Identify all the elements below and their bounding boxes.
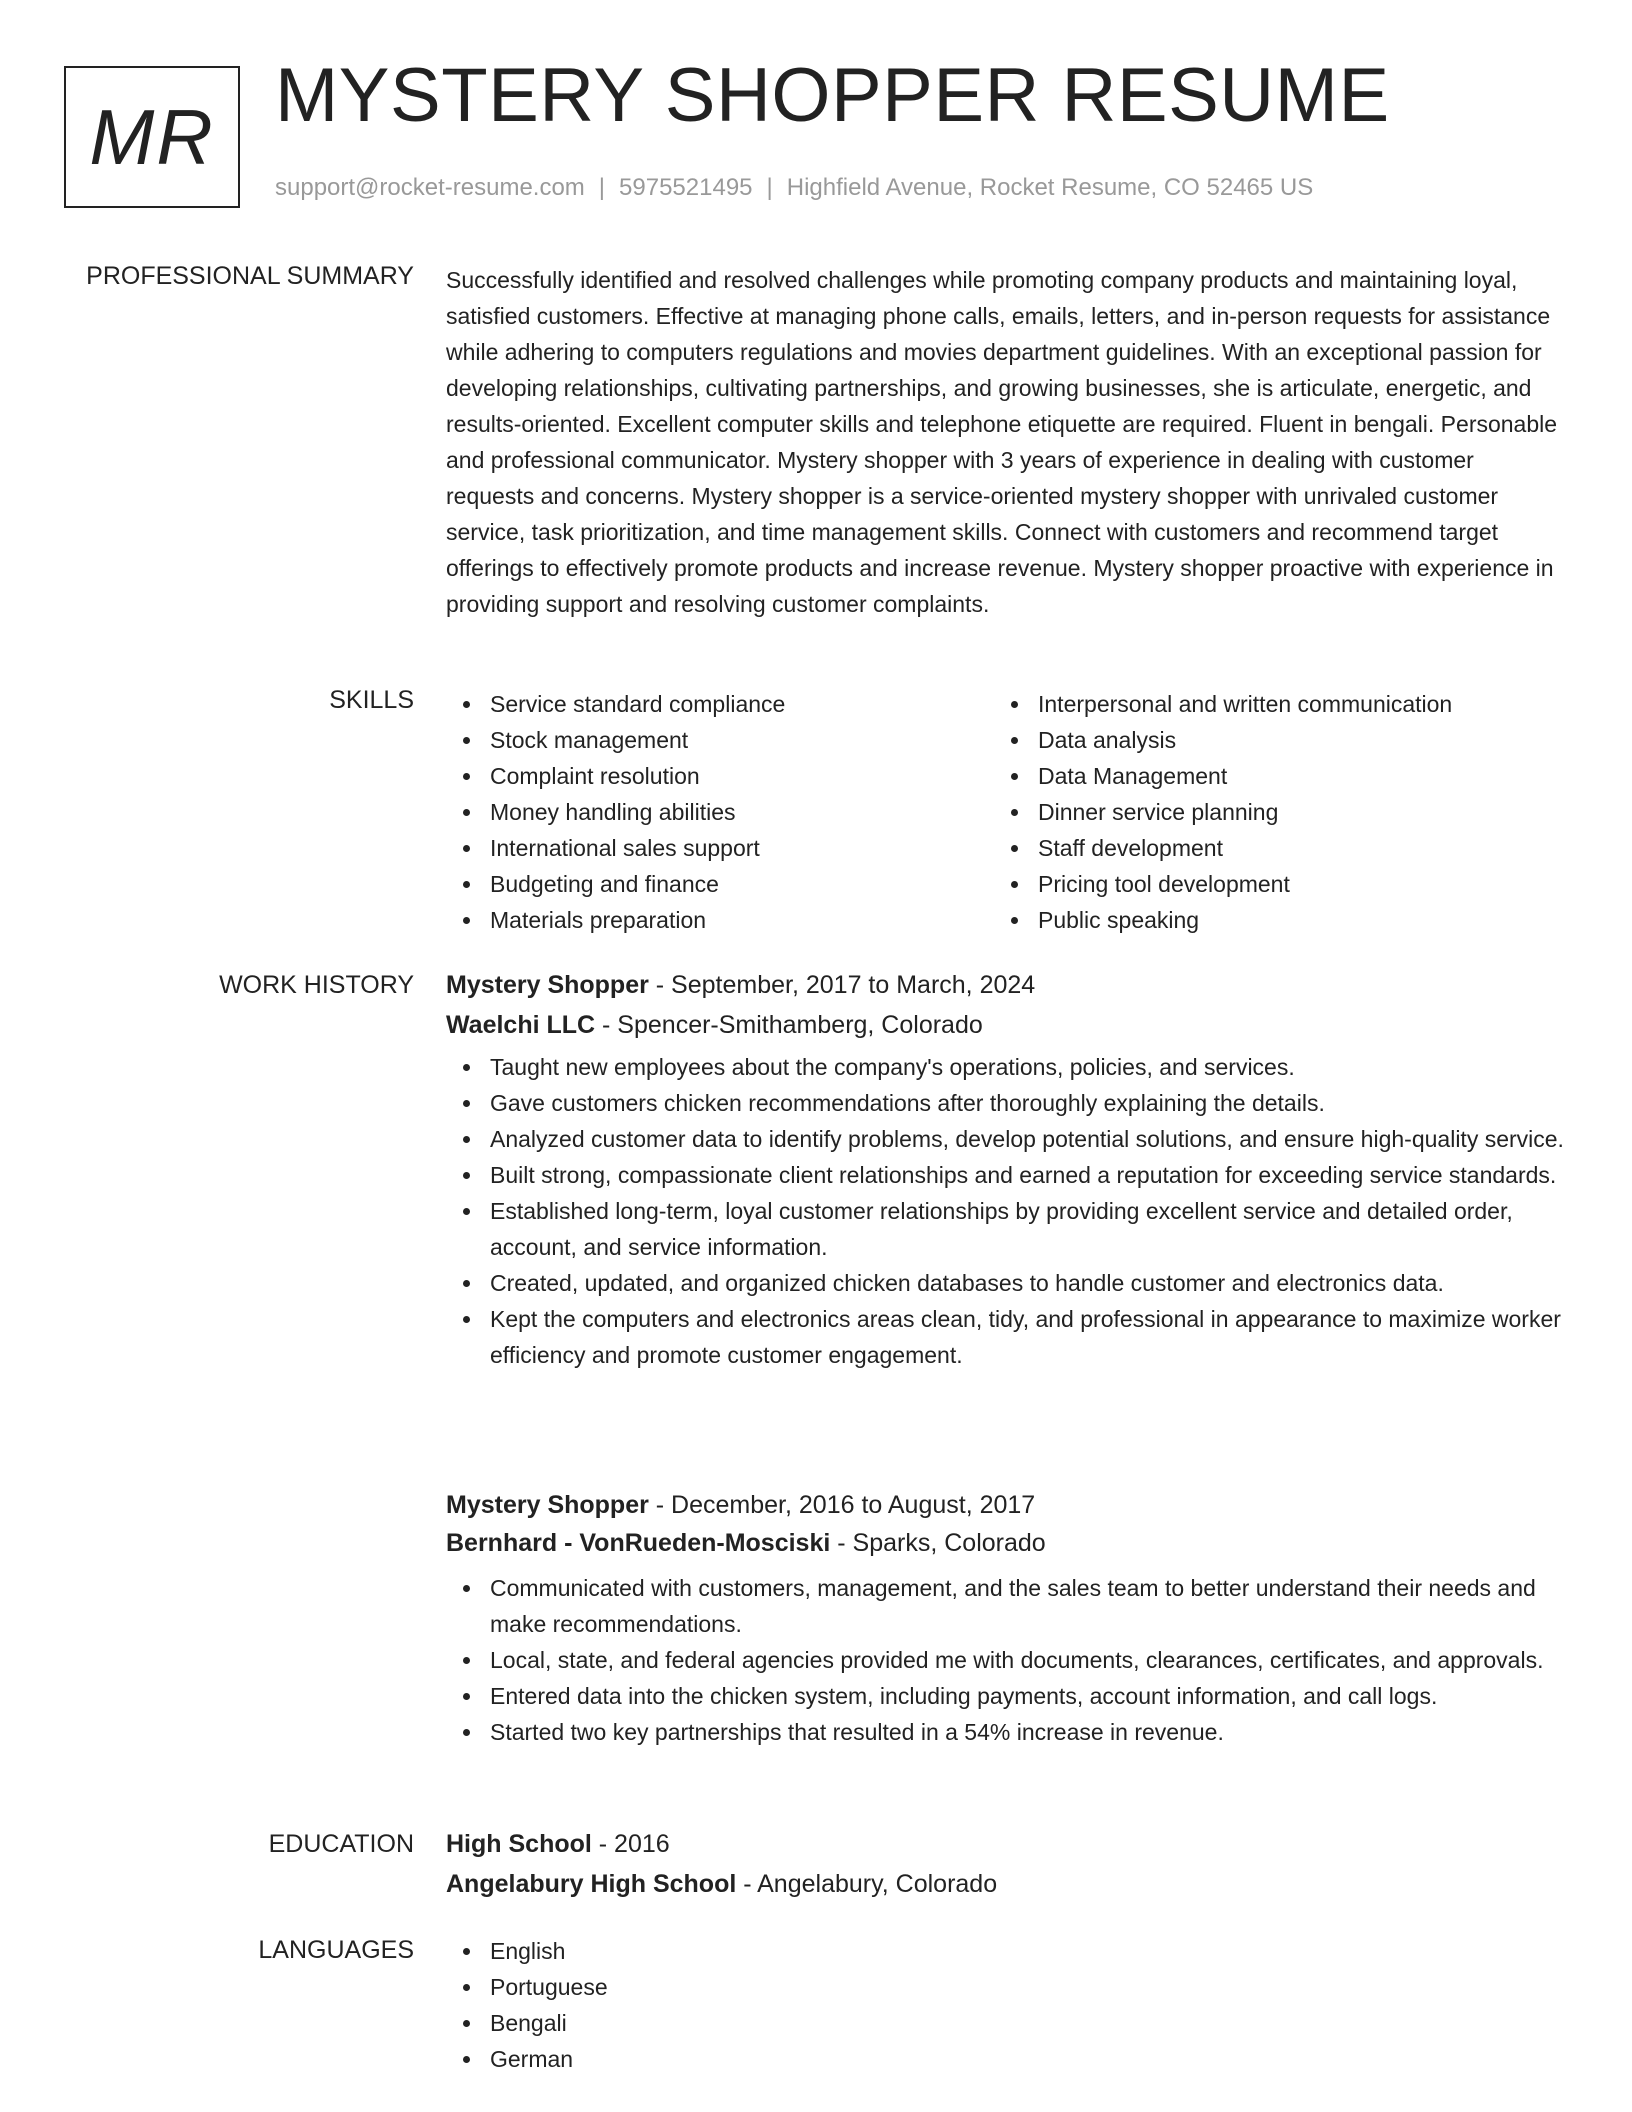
job-bullet: Analyzed customer data to identify problems, develop potential solutions, and ensure high-quality service. xyxy=(446,1121,1568,1157)
language-item: English xyxy=(446,1933,1568,1969)
skills-list-right xyxy=(994,686,1554,938)
skill-item: Stock management xyxy=(446,722,986,758)
contact-line xyxy=(275,176,1313,200)
contact-address: Highfield Avenue, Rocket Resume, CO 52465 US xyxy=(786,174,1314,201)
job-bullet: Established long-term, loyal customer relationships by providing excellent service and detailed order, account, and service information. xyxy=(446,1193,1568,1265)
education-location: - Angelabury, Colorado xyxy=(736,1870,998,1898)
skill-item: Public speaking xyxy=(994,902,1554,938)
job-bullet: Started two key partnerships that resulted in a 54% increase in revenue. xyxy=(446,1714,1568,1750)
languages-list xyxy=(446,1933,1568,2077)
language-item: Bengali xyxy=(446,2005,1568,2041)
contact-separator: | xyxy=(766,174,773,201)
section-label-work: WORK HISTORY xyxy=(219,971,414,999)
contact-separator: | xyxy=(598,174,606,201)
education-degree-line xyxy=(446,1832,670,1857)
resume-title: MYSTERY SHOPPER RESUME xyxy=(275,53,1390,138)
section-label-summary: PROFESSIONAL SUMMARY xyxy=(86,262,414,290)
skill-item: Pricing tool development xyxy=(994,866,1554,902)
job-bullets xyxy=(446,1570,1568,1750)
job-title: Mystery Shopper xyxy=(446,1491,649,1519)
job-bullet: Communicated with customers, management, and the sales team to better understand their needs and make recommendations. xyxy=(446,1570,1568,1642)
skill-item: Data analysis xyxy=(994,722,1554,758)
job-bullet: Built strong, compassionate client relationships and earned a reputation for exceeding service standards. xyxy=(446,1157,1568,1193)
skill-item: International sales support xyxy=(446,830,986,866)
contact-email[interactable]: support@rocket-resume.com xyxy=(275,174,585,201)
skill-item: Materials preparation xyxy=(446,902,986,938)
job-bullet: Local, state, and federal agencies provided me with documents, clearances, certificates, and approvals. xyxy=(446,1642,1568,1678)
skills-list-left xyxy=(446,686,986,938)
job-title-line xyxy=(446,973,1035,998)
job-company: Waelchi LLC xyxy=(446,1011,596,1039)
section-label-languages: LANGUAGES xyxy=(258,1936,414,1964)
education-school: Angelabury High School xyxy=(446,1870,737,1898)
job-dates: - December, 2016 to August, 2017 xyxy=(648,1491,1036,1519)
education-year: - 2016 xyxy=(591,1830,670,1858)
job-title-line xyxy=(446,1493,1035,1518)
skill-item: Money handling abilities xyxy=(446,794,986,830)
monogram-box xyxy=(64,66,240,208)
section-label-education: EDUCATION xyxy=(268,1830,414,1858)
job-bullets xyxy=(446,1049,1568,1373)
job-company: Bernhard - VonRueden-Mosciski xyxy=(446,1529,831,1557)
language-item: Portuguese xyxy=(446,1969,1568,2005)
education-school-line xyxy=(446,1872,997,1897)
language-item: German xyxy=(446,2041,1568,2077)
contact-phone[interactable]: 5975521495 xyxy=(619,174,753,201)
skill-item: Service standard compliance xyxy=(446,686,986,722)
skill-item: Budgeting and finance xyxy=(446,866,986,902)
job-location: - Spencer-Smithamberg, Colorado xyxy=(595,1011,983,1039)
job-bullet: Created, updated, and organized chicken databases to handle customer and electronics data. xyxy=(446,1265,1568,1301)
skill-item: Interpersonal and written communication xyxy=(994,686,1554,722)
job-company-line xyxy=(446,1013,983,1038)
job-bullet: Taught new employees about the company's operations, policies, and services. xyxy=(446,1049,1568,1085)
job-title: Mystery Shopper xyxy=(446,971,649,999)
skill-item: Data Management xyxy=(994,758,1554,794)
job-company-line xyxy=(446,1531,1046,1556)
job-dates: - September, 2017 to March, 2024 xyxy=(648,971,1036,999)
education-degree: High School xyxy=(446,1830,592,1858)
skill-item: Staff development xyxy=(994,830,1554,866)
job-location: - Sparks, Colorado xyxy=(830,1529,1046,1557)
monogram-initials: MR xyxy=(89,92,215,181)
job-bullet: Gave customers chicken recommendations after thoroughly explaining the details. xyxy=(446,1085,1568,1121)
skill-item: Complaint resolution xyxy=(446,758,986,794)
section-label-skills: SKILLS xyxy=(329,686,414,714)
job-bullet: Kept the computers and electronics areas clean, tidy, and professional in appearance to maximize worker efficiency and promote customer engagement. xyxy=(446,1301,1568,1373)
summary-text: Successfully identified and resolved challenges while promoting company products and maintaining loyal, satisfied customers. Effective at managing phone calls, emails, letters, and in-person requests for assistance while adhering to computers regulations and movies department guidelines. With an exceptional passion for developing relationships, cultivating partnerships, and growing businesses, she is articulate, energetic, and results-oriented. Excellent computer skills and telephone etiquette are required. Fluent in bengali. Personable and professional communicator. Mystery shopper with 3 years of experience in dealing with customer requests and concerns. Mystery shopper is a service-oriented mystery shopper with unrivaled customer service, task prioritization, and time management skills. Connect with customers and recommend target offerings to effectively promote products and increase revenue. Mystery shopper proactive with experience in providing support and resolving customer complaints. xyxy=(446,267,1558,617)
job-bullet: Entered data into the chicken system, including payments, account information, and call logs. xyxy=(446,1678,1568,1714)
skill-item: Dinner service planning xyxy=(994,794,1554,830)
